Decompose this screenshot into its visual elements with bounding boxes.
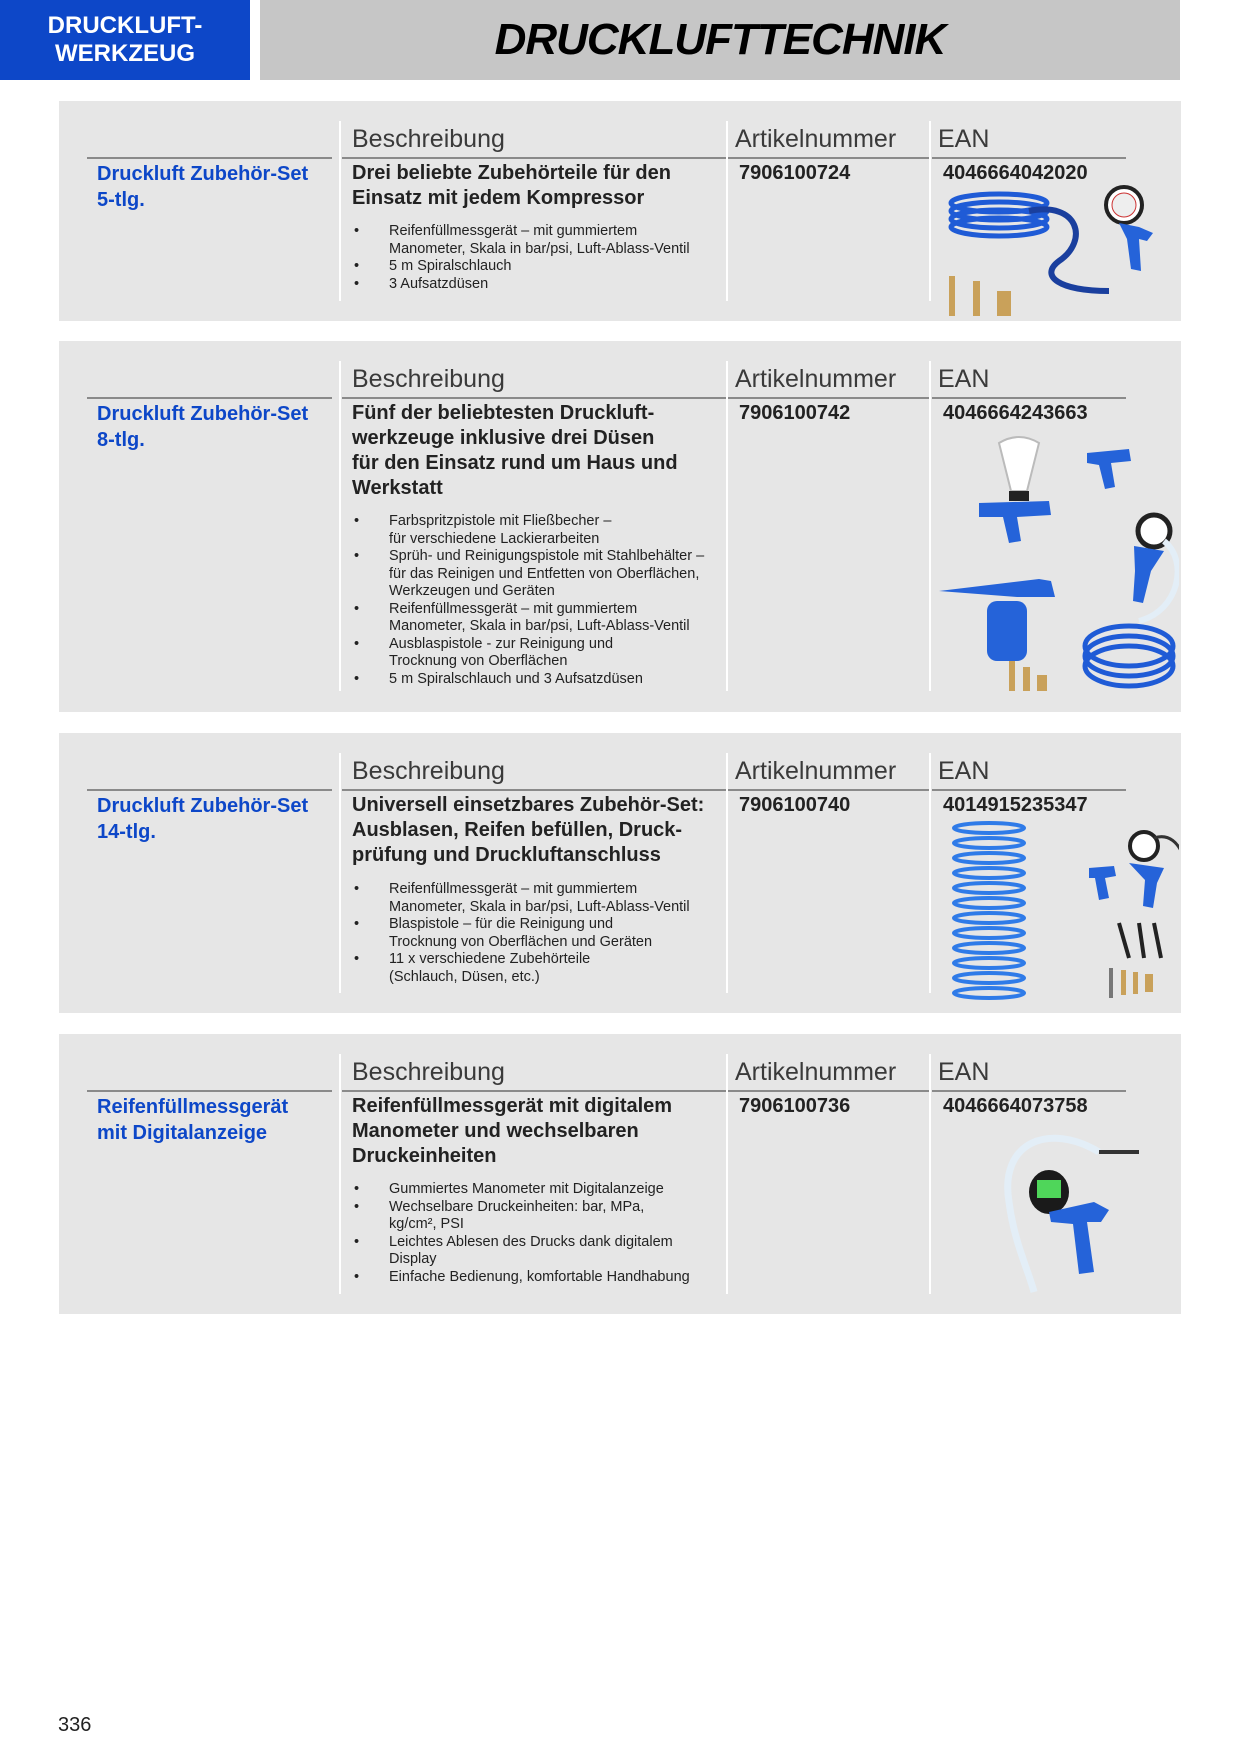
article-number: 7906100740 — [739, 794, 851, 816]
product-name: Reifenfüllmessgerät mit Digitalanzeige — [97, 1096, 289, 1144]
product-headline: Reifenfüllmessgerät mit digitalem Manometer und wechselbaren Druckeinheiten — [352, 1095, 673, 1167]
list-item: • Wechselbare Druckeinheiten: bar, MPa, kg/cm², PSI — [352, 1199, 722, 1234]
feature-list — [352, 1181, 722, 1286]
product-image-tire-gauge-set — [939, 181, 1179, 321]
name-column-rule — [87, 157, 332, 159]
column-divider — [339, 121, 341, 301]
column-divider — [339, 1054, 341, 1294]
list-item: • Einfache Bedienung, komfortable Handhabung — [352, 1269, 722, 1287]
list-item: • Farbspritzpistole mit Fließbecher – für verschiedene Lackierarbeiten — [352, 513, 722, 548]
name-column-rule — [87, 1090, 332, 1092]
column-header-ean: EAN — [932, 121, 1126, 159]
product-image-14-piece-set — [939, 818, 1179, 1008]
product-headline: Fünf der beliebtesten Druckluft- werkzeuge inklusive drei Düsen für den Einsatz rund um Haus und Werkstatt — [352, 402, 678, 499]
product-headline: Drei beliebte Zubehörteile für den Einsatz mit jedem Kompressor — [352, 162, 671, 209]
column-divider — [726, 753, 728, 993]
list-item: • 3 Aufsatzdüsen — [352, 276, 722, 294]
name-column-rule — [87, 397, 332, 399]
list-item: • Reifenfüllmessgerät – mit gummiertem Manometer, Skala in bar/psi, Luft-Ablass-Ventil — [352, 601, 722, 636]
ean-code: 4046664073758 — [943, 1095, 1088, 1117]
page-number: 336 — [58, 1714, 92, 1736]
column-header-description: Beschreibung — [342, 753, 732, 791]
product-name: Druckluft Zubehör-Set 8-tlg. — [97, 403, 309, 451]
product-panel-1 — [59, 101, 1181, 321]
feature-list — [352, 881, 722, 986]
ean-code: 4046664243663 — [943, 402, 1088, 424]
product-name: Druckluft Zubehör-Set 14-tlg. — [97, 795, 309, 843]
article-number: 7906100736 — [739, 1095, 851, 1117]
column-divider — [929, 361, 931, 691]
column-header-article-number: Artikelnummer — [729, 1054, 930, 1092]
page-title: DRUCKLUFTTECHNIK — [494, 15, 946, 64]
list-item: • 5 m Spiralschlauch und 3 Aufsatzdüsen — [352, 671, 722, 689]
header-bar — [260, 0, 1180, 80]
column-header-article-number: Artikelnummer — [729, 121, 930, 159]
column-header-ean: EAN — [932, 753, 1126, 791]
product-panel-2 — [59, 341, 1181, 712]
list-item: • Sprüh- und Reinigungspistole mit Stahlbehälter – für das Reinigen und Entfetten von Oberflächen, Werkzeugen und Geräten — [352, 548, 722, 601]
ean-code: 4046664042020 — [943, 162, 1088, 184]
column-header-article-number: Artikelnummer — [729, 361, 930, 399]
product-image-digital-tire-gauge — [989, 1122, 1159, 1302]
column-header-description: Beschreibung — [342, 121, 732, 159]
column-divider — [726, 361, 728, 691]
category-badge-line1: DRUCKLUFT- — [47, 12, 203, 39]
category-badge — [0, 0, 250, 80]
feature-list — [352, 223, 722, 293]
product-panel-4 — [59, 1034, 1181, 1314]
ean-code: 4014915235347 — [943, 794, 1088, 816]
name-column-rule — [87, 789, 332, 791]
column-header-article-number: Artikelnummer — [729, 753, 930, 791]
list-item: • Blaspistole – für die Reinigung und Trocknung von Oberflächen und Geräten — [352, 916, 722, 951]
product-panel-3 — [59, 733, 1181, 1013]
column-header-ean: EAN — [932, 361, 1126, 399]
column-header-ean: EAN — [932, 1054, 1126, 1092]
column-divider — [339, 361, 341, 691]
list-item: • Ausblaspistole - zur Reinigung und Trocknung von Oberflächen — [352, 636, 722, 671]
column-divider — [929, 753, 931, 993]
list-item: • Reifenfüllmessgerät – mit gummiertem Manometer, Skala in bar/psi, Luft-Ablass-Ventil — [352, 223, 722, 258]
column-divider — [726, 1054, 728, 1294]
column-divider — [339, 753, 341, 993]
column-divider — [726, 121, 728, 301]
list-item: • Gummiertes Manometer mit Digitalanzeige — [352, 1181, 722, 1199]
list-item: • 11 x verschiedene Zubehörteile (Schlauch, Düsen, etc.) — [352, 951, 722, 986]
feature-list — [352, 513, 722, 688]
article-number: 7906100724 — [739, 162, 851, 184]
product-name: Druckluft Zubehör-Set 5-tlg. — [97, 163, 309, 211]
product-headline: Universell einsetzbares Zubehör-Set: Ausblasen, Reifen befüllen, Druck- prüfung und Druckluftanschluss — [352, 794, 705, 866]
product-image-8-piece-tool-set — [939, 431, 1179, 701]
column-header-description: Beschreibung — [342, 1054, 732, 1092]
column-header-description: Beschreibung — [342, 361, 732, 399]
category-badge-line2: WERKZEUG — [55, 40, 195, 67]
list-item: • Reifenfüllmessgerät – mit gummiertem Manometer, Skala in bar/psi, Luft-Ablass-Ventil — [352, 881, 722, 916]
list-item: • Leichtes Ablesen des Drucks dank digitalem Display — [352, 1234, 722, 1269]
column-divider — [929, 1054, 931, 1294]
article-number: 7906100742 — [739, 402, 851, 424]
list-item: • 5 m Spiralschlauch — [352, 258, 722, 276]
column-divider — [929, 121, 931, 301]
